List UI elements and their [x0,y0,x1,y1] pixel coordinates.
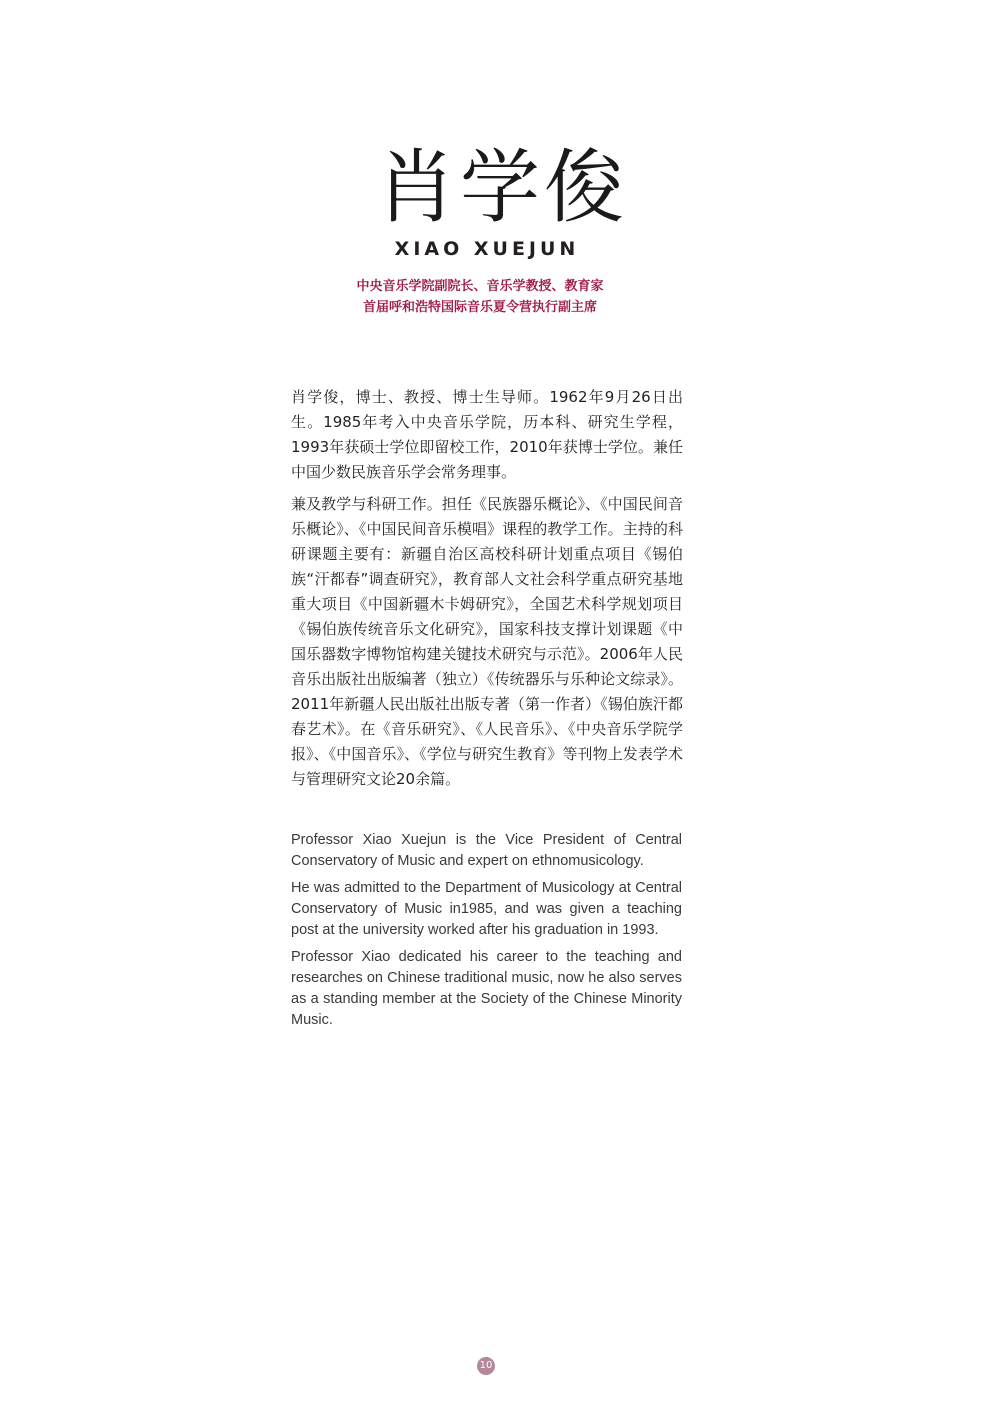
biography-chinese [291,385,683,799]
name-english: XIAO XUEJUN [394,238,580,260]
bio-cn-paragraph: 兼及教学与科研工作。担任《民族器乐概论》、《中国民间音乐概论》、《中国民间音乐模唱》课程的教学工作。主持的科研课题主要有：新疆自治区高校科研计划重点项目《锡伯族“汗都春”调查研究》，教育部人文社会科学重点研究基地重大项目《中国新疆木卡姆研究》，全国艺术科学规划项目《锡伯族传统音乐文化研究》，国家科技支撑计划课题《中国乐器数字博物馆构建关键技术研究与示范》。2006年人民音乐出版社出版编著（独立）《传统器乐与乐种论文综录》。2011年新疆人民出版社出版专著（第一作者）《锡伯族汗都春艺术》。在《音乐研究》、《人民音乐》、《中央音乐学院学报》、《中国音乐》、《学位与研究生教育》等刊物上发表学术与管理研究文论20余篇。 [291,495,683,788]
bio-en-paragraph: Professor Xiao Xuejun is the Vice President of Central Conservatory of Music and expert on ethnomusicology. [291,832,682,869]
bio-en-paragraph: Professor Xiao dedicated his career to the teaching and researches on Chinese traditional music, now he also serves as a standing member at the Society of the Chinese Minority Music. [291,949,682,1028]
bio-en-paragraph: He was admitted to the Department of Musicology at Central Conservatory of Music in1985, and was given a teaching post at the university worked after his graduation in 1993. [291,880,682,938]
biography-english [291,830,682,1037]
name-chinese: 肖学俊 [376,141,628,234]
page-number-badge: 10 [477,1357,495,1375]
bio-cn-paragraph: 肖学俊，博士、教授、博士生导师。1962年9月26日出生。1985年考入中央音乐学院，历本科、研究生学程，1993年获硕士学位即留校工作，2010年获博士学位。兼任中国少数民族音乐学会常务理事。 [291,388,683,481]
titles-block [0,276,960,318]
title-line: 中央音乐学院副院长、音乐学教授、教育家 [356,279,604,294]
title-line: 首届呼和浩特国际音乐夏令营执行副主席 [362,300,597,315]
